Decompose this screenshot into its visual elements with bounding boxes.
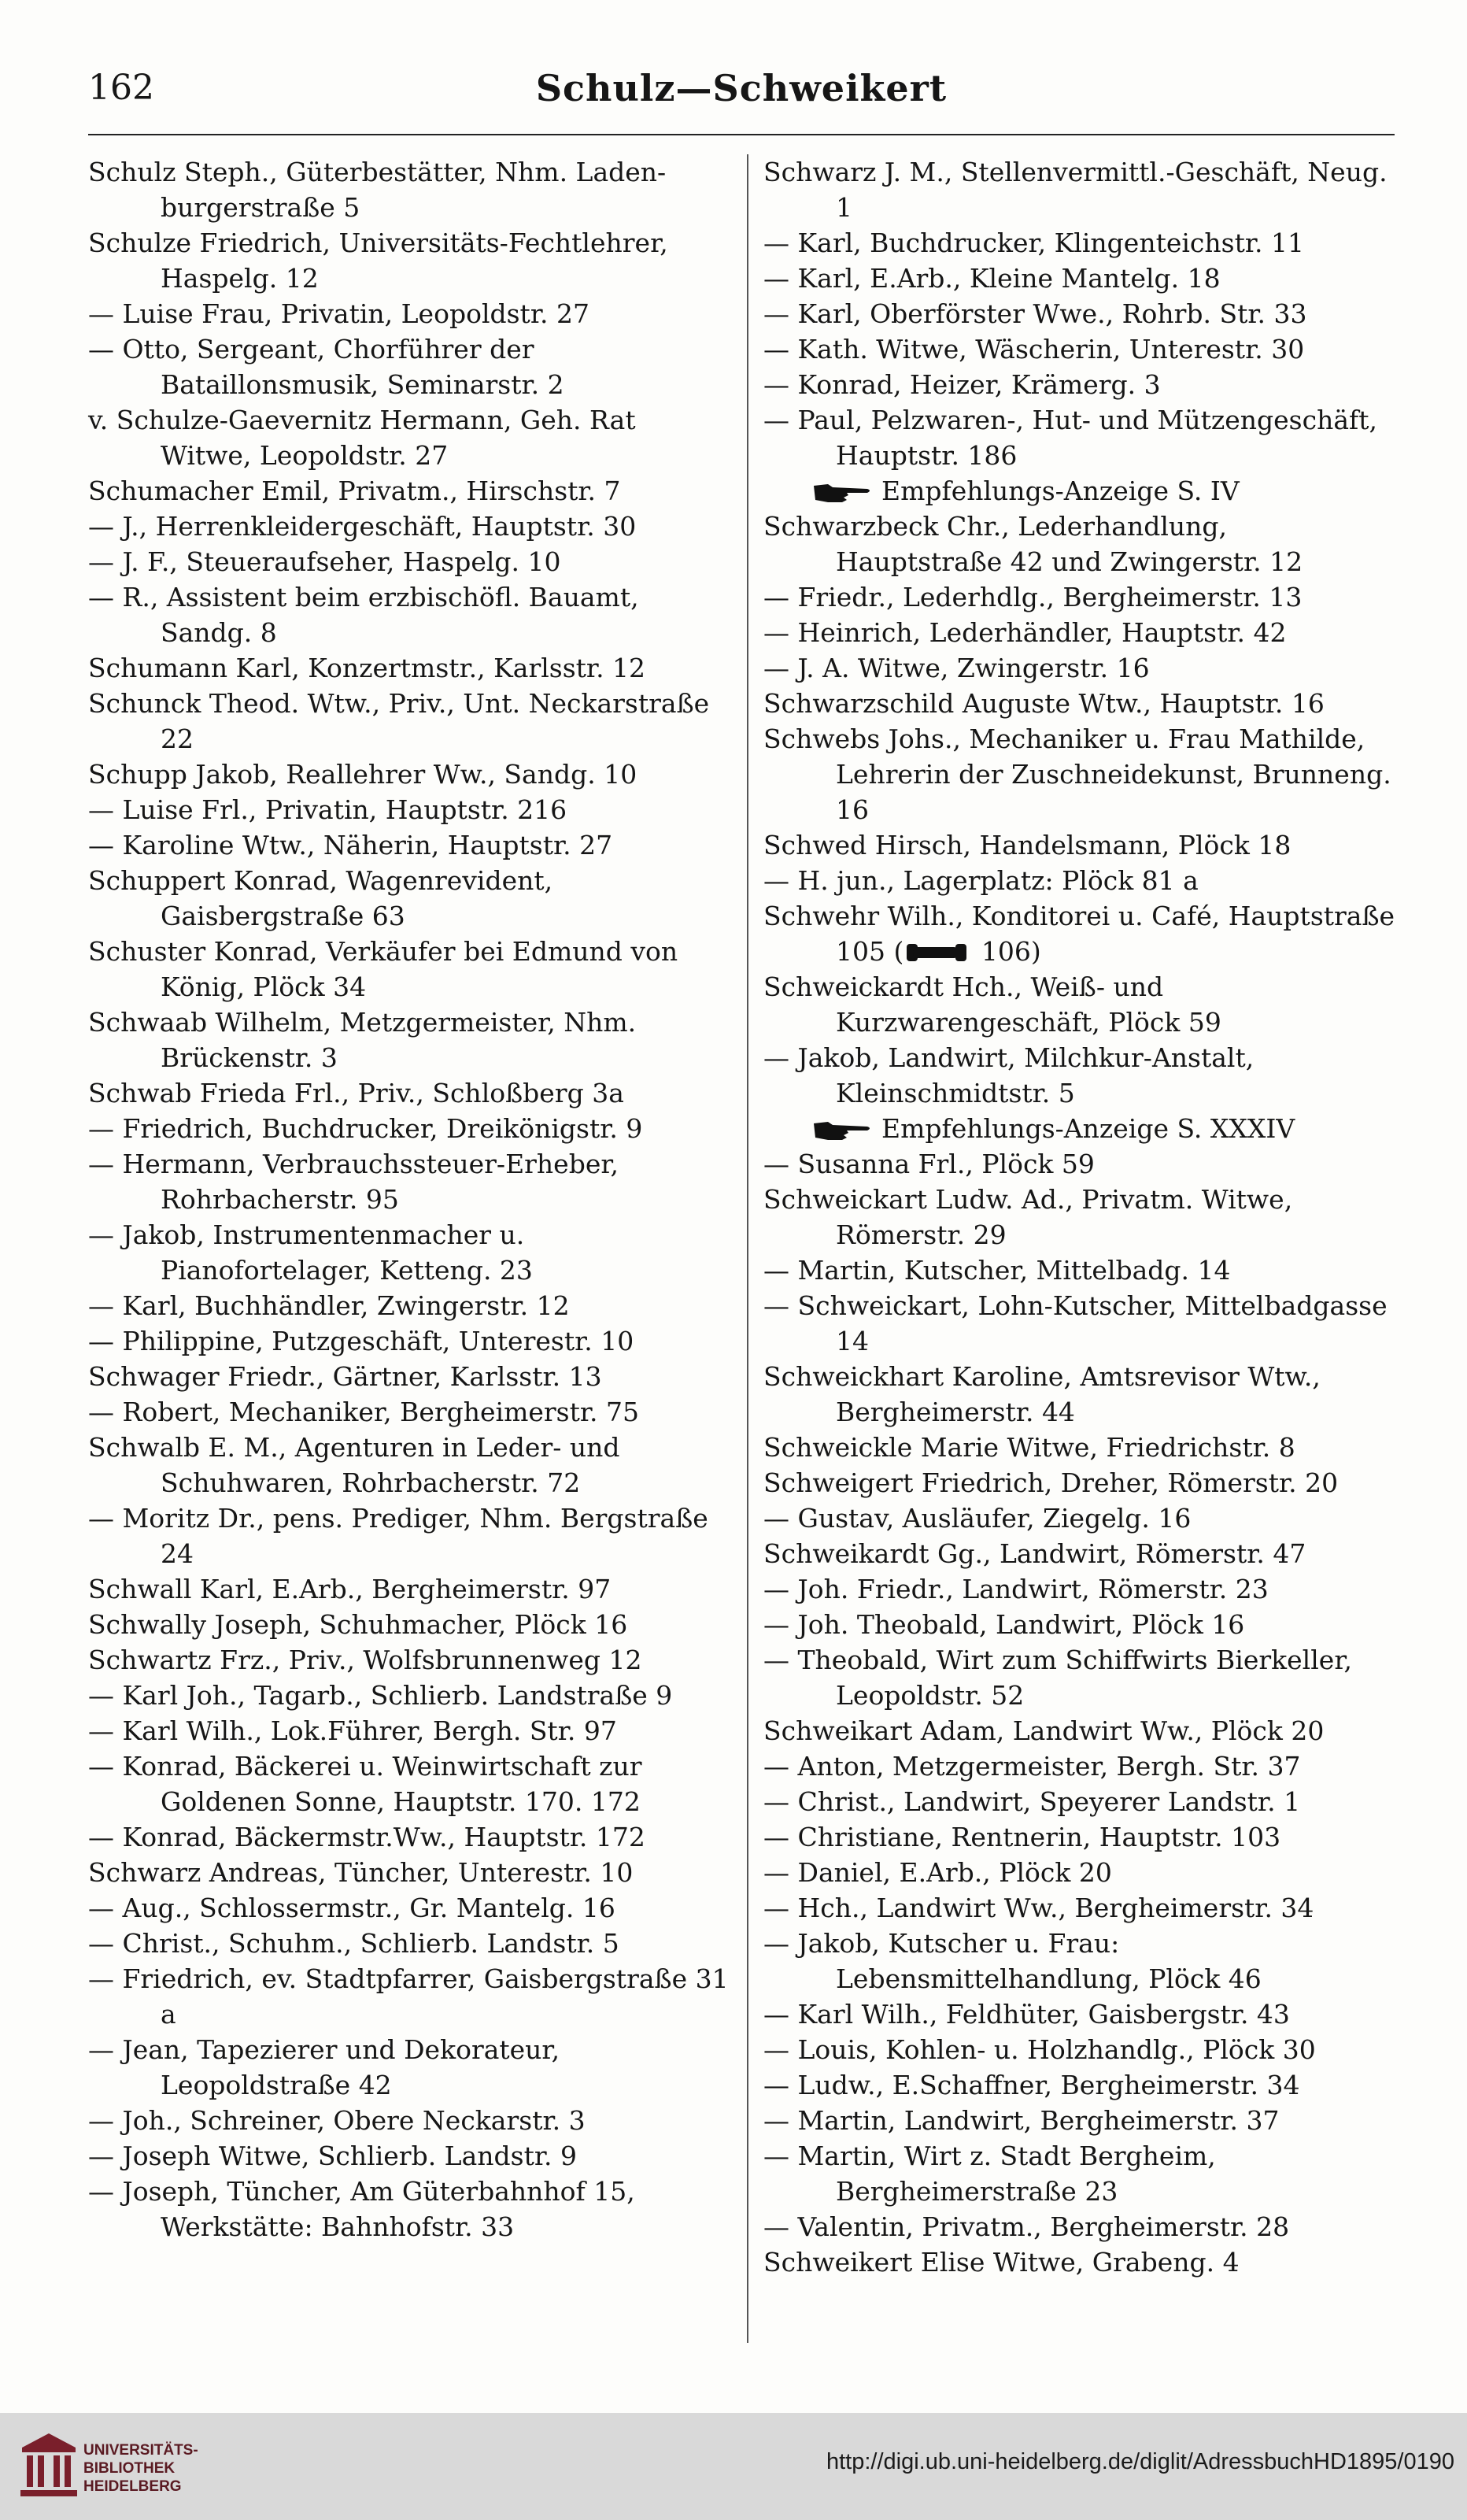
entry-text: Schweickardt Hch., Weiß- und Kurzwarengeschäft, Plöck 59	[763, 971, 1221, 1038]
directory-entry	[88, 1855, 734, 1890]
entry-text: — Daniel, E.Arb., Plöck 20	[763, 1857, 1112, 1888]
directory-entry	[763, 1146, 1399, 1182]
directory-entry	[88, 1819, 734, 1855]
advertisement-reference	[763, 473, 1399, 509]
directory-entry	[88, 402, 734, 473]
entry-text: — Heinrich, Lederhändler, Hauptstr. 42	[763, 617, 1287, 648]
entry-text: — Hermann, Verbrauchssteuer-Erheber, Rohrbacherstr. 95	[88, 1149, 619, 1215]
directory-entry	[763, 1253, 1399, 1288]
directory-entry	[88, 331, 734, 402]
entry-text: — Schweickart, Lohn-Kutscher, Mittelbadgasse 14	[763, 1290, 1388, 1356]
directory-entry	[763, 1996, 1399, 2032]
directory-entry	[763, 721, 1399, 827]
entry-text: — J. A. Witwe, Zwingerstr. 16	[763, 653, 1150, 683]
entry-text: — Luise Frl., Privatin, Hauptstr. 216	[88, 794, 567, 825]
directory-entry	[763, 1890, 1399, 1926]
directory-entry	[763, 2067, 1399, 2103]
directory-entry	[88, 1748, 734, 1819]
directory-entry	[763, 509, 1399, 579]
entry-text: Schwalb E. M., Agenturen in Leder- und Schuhwaren, Rohrbacherstr. 72	[88, 1432, 620, 1498]
entry-text: Schwall Karl, E.Arb., Bergheimerstr. 97	[88, 1574, 612, 1604]
directory-entry	[88, 1005, 734, 1075]
entry-text: — Robert, Mechaniker, Bergheimerstr. 75	[88, 1397, 639, 1427]
entry-text: — Karl, Buchhändler, Zwingerstr. 12	[88, 1290, 570, 1321]
entry-text: Schweikart Adam, Landwirt Ww., Plöck 20	[763, 1715, 1325, 1746]
page-number: 162	[88, 68, 154, 108]
entry-text: Schwally Joseph, Schuhmacher, Plöck 16	[88, 1609, 628, 1640]
entry-text: Schweickart Ludw. Ad., Privatm. Witwe, Römerstr. 29	[763, 1184, 1293, 1250]
entry-text: Schweickle Marie Witwe, Friedrichstr. 8	[763, 1432, 1295, 1463]
directory-entry	[763, 1182, 1399, 1253]
directory-entry	[88, 296, 734, 331]
directory-entry	[763, 863, 1399, 898]
entry-text: — Christ., Schuhm., Schlierb. Landstr. 5	[88, 1928, 619, 1959]
directory-entry	[763, 1571, 1399, 1607]
entry-text: — Gustav, Ausläufer, Ziegelg. 16	[763, 1503, 1192, 1534]
directory-entry	[88, 1571, 734, 1607]
entry-text: — Christiane, Rentnerin, Hauptstr. 103	[763, 1822, 1281, 1852]
entry-text: — Friedr., Lederhdlg., Bergheimerstr. 13	[763, 582, 1303, 612]
directory-entry	[763, 2244, 1399, 2280]
directory-entry	[88, 1713, 734, 1748]
pointing-hand-icon	[812, 481, 874, 503]
entry-text: Schulz Steph., Güterbestätter, Nhm. Laden-burgerstraße 5	[88, 157, 667, 223]
phone-number: 106)	[973, 936, 1041, 967]
directory-entry	[88, 2138, 734, 2174]
entry-text: Schwartz Frz., Priv., Wolfsbrunnenweg 12	[88, 1645, 642, 1675]
directory-entry	[763, 579, 1399, 615]
directory-entry	[763, 154, 1399, 225]
directory-entry	[88, 1394, 734, 1430]
directory-entry	[763, 1040, 1399, 1111]
directory-entry	[763, 650, 1399, 686]
pointing-hand-icon	[812, 1119, 874, 1141]
entry-text: Schunck Theod. Wtw., Priv., Unt. Neckarstraße 22	[88, 688, 710, 754]
directory-entry	[763, 2032, 1399, 2067]
entry-text: — Otto, Sergeant, Chorführer der Bataillonsmusik, Seminarstr. 2	[88, 334, 564, 400]
directory-entry	[88, 225, 734, 296]
entry-text: Schupp Jakob, Reallehrer Ww., Sandg. 10	[88, 759, 637, 790]
directory-entry	[88, 1146, 734, 1217]
entry-text: — J., Herrenkleidergeschäft, Hauptstr. 30	[88, 511, 637, 542]
entry-text: — Jakob, Instrumentenmacher u. Pianofortelager, Ketteng. 23	[88, 1219, 533, 1286]
directory-entry	[88, 686, 734, 757]
entry-text: Schwed Hirsch, Handelsmann, Plöck 18	[763, 830, 1291, 860]
entry-text: Schwarzschild Auguste Wtw., Hauptstr. 16	[763, 688, 1325, 719]
library-name	[83, 2441, 198, 2496]
library-name-line: HEIDELBERG	[83, 2478, 182, 2495]
directory-entry	[763, 615, 1399, 650]
entry-text: Schwehr Wilh., Konditorei u. Café, Hauptstraße 105 (	[763, 901, 1395, 967]
column-divider	[747, 154, 748, 2343]
entry-text: — Kath. Witwe, Wäscherin, Unterestr. 30	[763, 334, 1305, 364]
running-title: Schulz—Schweikert	[535, 67, 948, 109]
entry-text: — Luise Frau, Privatin, Leopoldstr. 27	[88, 298, 589, 329]
entry-text: Schweikert Elise Witwe, Grabeng. 4	[763, 2247, 1240, 2278]
directory-entry	[88, 579, 734, 650]
directory-entry	[763, 296, 1399, 331]
entry-text: v. Schulze-Gaevernitz Hermann, Geh. Rat Witwe, Leopoldstr. 27	[88, 405, 636, 471]
right-column	[763, 154, 1399, 2280]
header-rule	[88, 134, 1395, 135]
entry-text: Schwaab Wilhelm, Metzgermeister, Nhm. Brückenstr. 3	[88, 1007, 637, 1073]
directory-entry	[763, 1713, 1399, 1748]
entry-text: — Karoline Wtw., Näherin, Hauptstr. 27	[88, 830, 613, 860]
entry-text: Schweigert Friedrich, Dreher, Römerstr. 20	[763, 1467, 1339, 1498]
directory-entry	[88, 2174, 734, 2244]
entry-text: — Konrad, Bäckermstr.Ww., Hauptstr. 172	[88, 1822, 645, 1852]
directory-entry	[88, 473, 734, 509]
directory-entry	[88, 827, 734, 863]
entry-text: Schwab Frieda Frl., Priv., Schloßberg 3a	[88, 1078, 624, 1108]
directory-entry	[88, 1501, 734, 1571]
source-url-link[interactable]: http://digi.ub.uni-heidelberg.de/diglit/AdressbuchHD1895/0190	[826, 2449, 1454, 2474]
entry-text: — R., Assistent beim erzbischöfl. Bauamt, Sandg. 8	[88, 582, 639, 648]
entry-text: — Joh., Schreiner, Obere Neckarstr. 3	[88, 2105, 586, 2136]
entry-text: — Martin, Kutscher, Mittelbadg. 14	[763, 1255, 1231, 1286]
entry-text: Empfehlungs-Anzeige S. XXXIV	[881, 1113, 1295, 1144]
entry-text: Schweickhart Karoline, Amtsrevisor Wtw., Bergheimerstr. 44	[763, 1361, 1321, 1427]
entry-text: — Paul, Pelzwaren-, Hut- und Mützengeschäft, Hauptstr. 186	[763, 405, 1377, 471]
entry-text: Schwarz Andreas, Tüncher, Unterestr. 10	[88, 1857, 634, 1888]
directory-entry	[88, 154, 734, 225]
entry-text: Schuppert Konrad, Wagenrevident, Gaisbergstraße 63	[88, 865, 553, 931]
entry-text: — Jean, Tapezierer und Dekorateur, Leopoldstraße 42	[88, 2034, 560, 2100]
directory-entry	[88, 1217, 734, 1288]
directory-entry	[763, 1465, 1399, 1501]
directory-entry	[88, 863, 734, 934]
directory-entry	[88, 1678, 734, 1713]
entry-text: Schweikardt Gg., Landwirt, Römerstr. 47	[763, 1538, 1306, 1569]
directory-entry	[763, 402, 1399, 473]
left-column	[88, 154, 734, 2244]
directory-entry	[88, 2103, 734, 2138]
entry-text: — Joh. Theobald, Landwirt, Plöck 16	[763, 1609, 1245, 1640]
directory-entry	[763, 331, 1399, 367]
entry-text: Schwebs Johs., Mechaniker u. Frau Mathilde, Lehrerin der Zuschneidekunst, Brunneng. 16	[763, 723, 1391, 825]
directory-entry	[763, 225, 1399, 261]
directory-entry	[88, 1607, 734, 1642]
directory-entry	[763, 1784, 1399, 1819]
entry-text: Schwager Friedr., Gärtner, Karlsstr. 13	[88, 1361, 602, 1392]
directory-entry	[88, 1288, 734, 1323]
directory-entry	[88, 934, 734, 1005]
entry-text: — Friedrich, ev. Stadtpfarrer, Gaisbergstraße 31 a	[88, 1963, 729, 2030]
entry-text: Schwarz J. M., Stellenvermittl.-Geschäft, Neug. 1	[763, 157, 1388, 223]
directory-entry	[88, 1961, 734, 2032]
entry-text: — Joh. Friedr., Landwirt, Römerstr. 23	[763, 1574, 1269, 1604]
entry-text: — Konrad, Bäckerei u. Weinwirtschaft zur Goldenen Sonne, Hauptstr. 170. 172	[88, 1751, 642, 1817]
entry-text: — Susanna Frl., Plöck 59	[763, 1149, 1095, 1179]
entry-text: — Philippine, Putzgeschäft, Unterestr. 10	[88, 1326, 634, 1356]
directory-entry	[763, 898, 1399, 969]
directory-entry	[763, 1642, 1399, 1713]
directory-entry	[763, 261, 1399, 296]
page-header	[88, 65, 1395, 120]
directory-entry	[88, 1323, 734, 1359]
directory-entry	[763, 367, 1399, 402]
footer-bar	[0, 2413, 1467, 2520]
entry-text: — Martin, Wirt z. Stadt Bergheim, Bergheimerstraße 23	[763, 2141, 1216, 2207]
entry-text: — Joseph Witwe, Schlierb. Landstr. 9	[88, 2141, 577, 2171]
directory-entry	[763, 1288, 1399, 1359]
entry-text: — Jakob, Landwirt, Milchkur-Anstalt, Kleinschmidtstr. 5	[763, 1042, 1255, 1108]
directory-entry	[763, 1536, 1399, 1571]
directory-entry	[763, 2138, 1399, 2209]
entry-text: Empfehlungs-Anzeige S. IV	[881, 476, 1240, 506]
entry-text: — Karl Joh., Tagarb., Schlierb. Landstraße 9	[88, 1680, 673, 1711]
directory-entry	[763, 827, 1399, 863]
entry-text: Schulze Friedrich, Universitäts-Fechtlehrer, Haspelg. 12	[88, 228, 668, 294]
library-name-line: BIBLIOTHEK	[83, 2460, 176, 2477]
directory-entry	[88, 2032, 734, 2103]
entry-text: — Joseph, Tüncher, Am Güterbahnhof 15, Werkstätte: Bahnhofstr. 33	[88, 2176, 635, 2242]
entry-text: — Anton, Metzgermeister, Bergh. Str. 37	[763, 1751, 1301, 1782]
entry-text: — Ludw., E.Schaffner, Bergheimerstr. 34	[763, 2070, 1300, 2100]
entry-text: — Karl, Oberförster Wwe., Rohrb. Str. 33	[763, 298, 1307, 329]
directory-entry	[88, 792, 734, 827]
directory-entry	[88, 1890, 734, 1926]
directory-entry	[88, 1642, 734, 1678]
entry-text: — Louis, Kohlen- u. Holzhandlg., Plöck 30	[763, 2034, 1316, 2065]
directory-entry	[88, 1359, 734, 1394]
entry-text: — Karl, Buchdrucker, Klingenteichstr. 11	[763, 228, 1304, 258]
directory-entry	[88, 1430, 734, 1501]
telephone-icon	[907, 942, 970, 963]
entry-text: — H. jun., Lagerplatz: Plöck 81 a	[763, 865, 1199, 896]
entry-text: — Moritz Dr., pens. Prediger, Nhm. Bergstraße 24	[88, 1503, 708, 1569]
entry-text: — Karl, E.Arb., Kleine Mantelg. 18	[763, 263, 1221, 294]
directory-entry	[763, 1855, 1399, 1890]
entry-text: Schumann Karl, Konzertmstr., Karlsstr. 12	[88, 653, 646, 683]
directory-entry	[763, 1819, 1399, 1855]
library-name-line: UNIVERSITÄTS-	[83, 2442, 198, 2459]
directory-entry	[88, 1111, 734, 1146]
entry-text: Schuster Konrad, Verkäufer bei Edmund von König, Plöck 34	[88, 936, 678, 1002]
entry-text: — Valentin, Privatm., Bergheimerstr. 28	[763, 2211, 1290, 2242]
entry-text: — Christ., Landwirt, Speyerer Landstr. 1	[763, 1786, 1301, 1817]
entry-text: — J. F., Steueraufseher, Haspelg. 10	[88, 546, 561, 577]
entry-text: — Theobald, Wirt zum Schiffwirts Bierkeller, Leopoldstr. 52	[763, 1645, 1352, 1711]
directory-entry	[763, 1926, 1399, 1996]
entry-text: — Martin, Landwirt, Bergheimerstr. 37	[763, 2105, 1280, 2136]
directory-entry	[763, 1359, 1399, 1430]
directory-entry	[88, 757, 734, 792]
directory-entry	[763, 2103, 1399, 2138]
directory-entry	[88, 1075, 734, 1111]
directory-entry	[763, 1607, 1399, 1642]
directory-entry	[763, 2209, 1399, 2244]
entry-text: — Jakob, Kutscher u. Frau: Lebensmittelhandlung, Plöck 46	[763, 1928, 1262, 1994]
directory-entry	[88, 1926, 734, 1961]
entry-text: — Karl Wilh., Lok.Führer, Bergh. Str. 97	[88, 1715, 617, 1746]
directory-entry	[763, 686, 1399, 721]
directory-entry	[88, 509, 734, 544]
advertisement-reference	[763, 1111, 1399, 1146]
library-logo-icon	[17, 2430, 80, 2503]
directory-entry	[763, 1748, 1399, 1784]
entry-text: Schwarzbeck Chr., Lederhandlung, Hauptstraße 42 und Zwingerstr. 12	[763, 511, 1303, 577]
entry-text: — Aug., Schlossermstr., Gr. Mantelg. 16	[88, 1893, 615, 1923]
entry-text: — Karl Wilh., Feldhüter, Gaisbergstr. 43	[763, 1999, 1290, 2030]
directory-entry	[88, 650, 734, 686]
directory-entry	[763, 969, 1399, 1040]
entry-text: Schumacher Emil, Privatm., Hirschstr. 7	[88, 476, 621, 506]
entry-text: — Konrad, Heizer, Krämerg. 3	[763, 369, 1161, 400]
directory-entry	[763, 1430, 1399, 1465]
entry-text: — Hch., Landwirt Ww., Bergheimerstr. 34	[763, 1893, 1314, 1923]
directory-entry	[763, 1501, 1399, 1536]
entry-text: — Friedrich, Buchdrucker, Dreikönigstr. 9	[88, 1113, 643, 1144]
directory-entry	[88, 544, 734, 579]
